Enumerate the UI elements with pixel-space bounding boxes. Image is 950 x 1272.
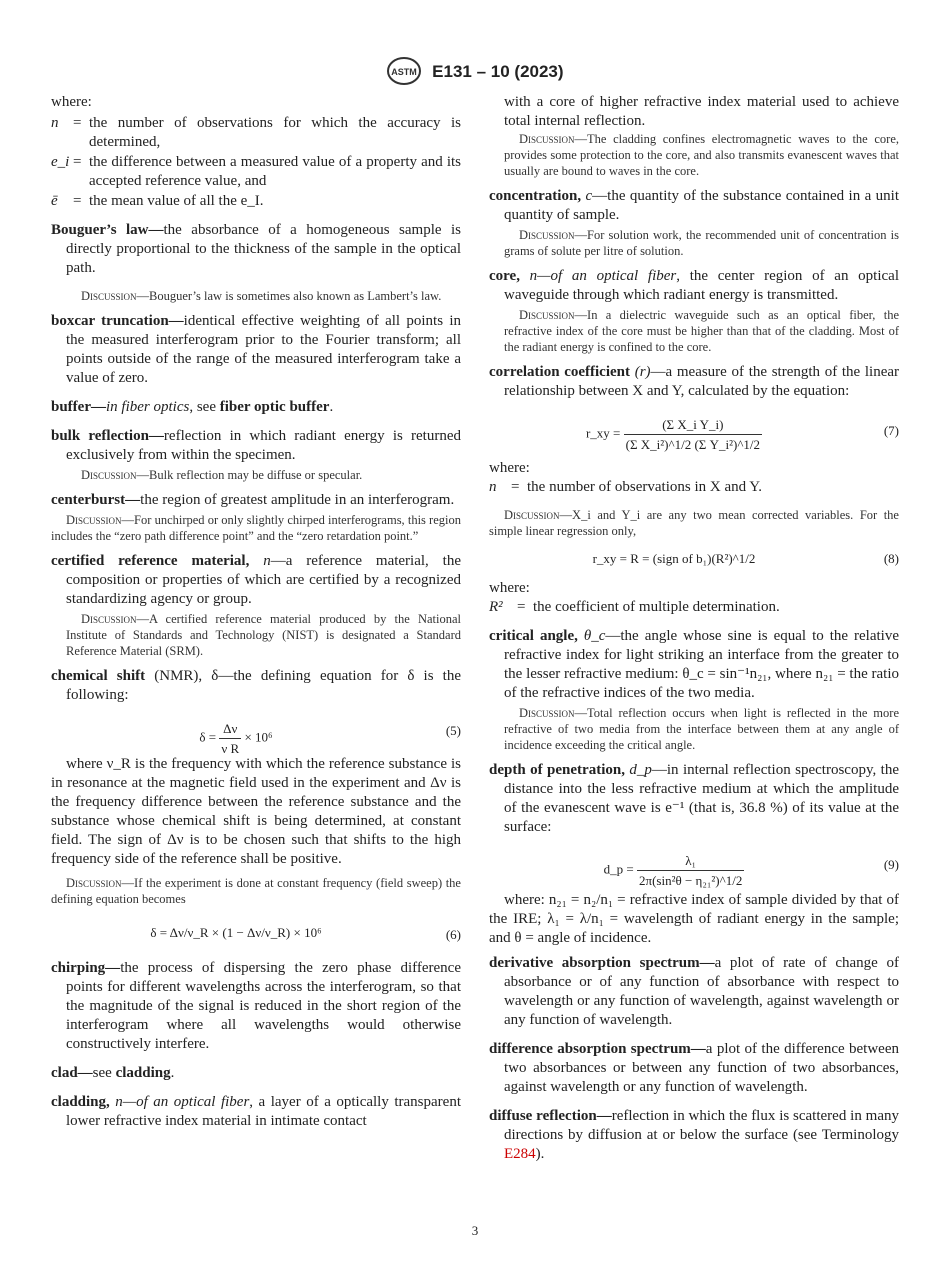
discussion-centerburst: Discussion—For unchirped or only slightly chirped interferograms, this region includes the “zero path difference point” and the “zero retardation point.” [51,513,461,543]
left-column [51,93,461,1141]
term-concentration: concentration, c—the quantity of the substance contained in a unit quantity of sample. [489,188,899,223]
definitions-list [489,478,899,497]
definition-row: n = the number of observations for which the accuracy is determined, [51,115,461,150]
e284-link[interactable]: E284 [504,1146,536,1162]
discussion-chemical-shift: Discussion—If the experiment is done at constant frequency (field sweep) the defining equation becomes [51,876,461,906]
term-centerburst: centerburst—the region of greatest amplitude in an interferogram. [51,492,455,508]
where-label: where: [489,580,530,596]
term-core: core, n—of an optical fiber, the center region of an optical waveguide through which radiant energy is transmitted. [489,268,899,303]
term-difference-absorption-spectrum: difference absorption spectrum—a plot of the difference between two absorbances or between any function of two absorbances, against wavelength or any function of wavelength. [489,1041,899,1095]
right-column [489,93,899,1174]
page-number: 3 [471,1223,479,1238]
equation-7: r_xy = $\frac{\text{(Σ X\_i Y\_i)}}{\text{(Σ X\_i²)\textasciicircum{}1/2 (Σ Y\_i²)\textasciicircum{}1/2}}$ (7) [585,417,899,452]
term-derivative-absorption-spectrum: derivative absorption spectrum—a plot of rate of change of absorbance or of any function of absorbance with respect to wavelength or any function of wavelength, against wavelength or any function of wavelength. [489,955,899,1028]
equation-6: δ = Δν/ν_R × (1 − Δν/ν_R) × 10⁶ (6) [150,925,461,942]
term-buffer: buffer—in fiber optics, see fiber optic buffer. [51,399,334,415]
astm-logo-icon [386,56,422,86]
discussion-crm: Discussion—A certified reference material produced by the National Institute of Standards and Technology (NIST) is designated a Standard Reference Material (SRM). [66,612,461,658]
page-header [0,56,950,86]
term-depth-of-penetration: depth of penetration, d_p—in internal reflection spectroscopy, the distance into the less refractive medium at which the amplitude of the evanescent wave is e⁻¹ (that is, 36.8 %) of its value at the surface: [489,762,899,835]
equation-9: d_p = $\frac{\text{λ₁}}{\text{2π(sin²θ − η₂₁²)\textasciicircum{}1/2}}$ (9) [603,853,899,888]
document-title: E131 – 10 (2023) [432,61,564,81]
term-clad: clad—see cladding. [51,1065,175,1081]
term-bouguers-law: Bouguer’s law—the absorbance of a homogeneous sample is directly proportional to the thickness of the sample in the optical path. [51,222,461,276]
term-chemical-shift: chemical shift (NMR), δ—the defining equation for δ is the following: [51,668,462,703]
term-cladding: cladding, n—of an optical fiber, a layer of a optically transparent lower refractive index material in intimate contact [51,1094,461,1129]
discussion-correlation: Discussion—X_i and Y_i are any two mean corrected variables. For the simple linear regression only, [489,508,899,538]
discussion-bulk: Discussion—Bulk reflection may be diffuse or specular. [81,468,363,482]
term-certified-reference-material: certified reference material, n—a reference material, the composition or properties of which are certified by a recognized standardizing agency or group. [51,553,461,607]
equation-5: δ = $\frac{\Delta\nu}{\text{ν R}}$ × 10⁶ (5) [199,721,461,756]
where-label: where: [51,94,92,110]
term-chirping: chirping—the process of dispersing the zero phase difference points for different wavelengths across the interferogram, so that the magnitude of the signal is reduced in the short region of the interferogram where all wavelengths would otherwise constructively interfere. [51,960,461,1052]
svg-text:ASTM: ASTM [391,67,418,77]
discussion-core: Discussion—In a dielectric waveguide such as an optical fiber, the refractive index of the core must be higher than that of the cladding. Most of the radiant energy is confined to the core. [504,308,899,354]
depth-paragraph: where: n₂₁ = n₂/n₁ = refractive index of sample divided by that of the IRE; λ₁ = λ/n₁ = wavelength of radiant energy in the sample; and θ = angle of incidence. [489,892,899,946]
discussion-cladding: Discussion—The cladding confines electromagnetic waves to the core, provides some protection to the core, and also transmits evanescent waves that usually are bound to waves in the core. [504,132,899,178]
definition-row: ē = the mean value of all the e_I. [51,193,264,209]
where-label: where: [489,460,530,476]
equation-8: r_xy = R = (sign of b₁)(R²)^1/2 (8) [592,551,899,566]
discussion-bouguer: Discussion—Bouguer’s law is sometimes also known as Lambert’s law. [81,289,442,303]
cladding-continued: with a core of higher refractive index material used to achieve total internal reflection. [504,94,899,129]
definition-row: R² = the coefficient of multiple determination. [489,599,780,615]
discussion-concentration: Discussion—For solution work, the recommended unit of concentration is grams of solute per litre of solution. [504,228,899,258]
definitions-list [489,598,899,617]
discussion-critical-angle: Discussion—Total reflection occurs when light is reflected in the more refractive of two media from the interface between them at any angle of incidence exceeding the critical angle. [504,706,899,752]
term-correlation-coefficient: correlation coefficient (r)—a measure of the strength of the linear relationship between X and Y, calculated by the equation: [489,364,900,399]
chemical-shift-paragraph: where ν_R is the frequency with which the reference substance is in resonance at the magnetic field used in the experiment and Δν is the frequency difference between the reference substance and the substance whose chemical shift is being determined, at constant field. The sign of Δν is to be chosen such that shifts to the high frequency side of the reference shall be positive. [51,756,461,867]
term-diffuse-reflection: diffuse reflection—reflection in which the flux is scattered in many directions by diffusion at or below the surface (see Terminology E284). [489,1108,900,1162]
term-bulk-reflection: bulk reflection—reflection in which radiant energy is returned exclusively from within the specimen. [51,428,461,463]
definition-row: e_i = the difference between a measured value of a property and its accepted reference value, and [51,154,461,189]
definitions-list [51,114,461,211]
term-critical-angle: critical angle, θ_c—the angle whose sine is equal to the relative refractive index for light striking an interface from the greater to the lesser refractive medium: θ_c = sin⁻¹n₂₁, where n₂₁ = the ratio of the refractive indices of the two media. [489,628,900,701]
definition-row: n = the number of observations in X and Y. [489,479,762,495]
term-boxcar-truncation: boxcar truncation—identical effective weighting of all points in the measured interferogram prior to the Fourier transform; all points outside of the range of the measured interferogram take a value of zero. [51,313,461,386]
